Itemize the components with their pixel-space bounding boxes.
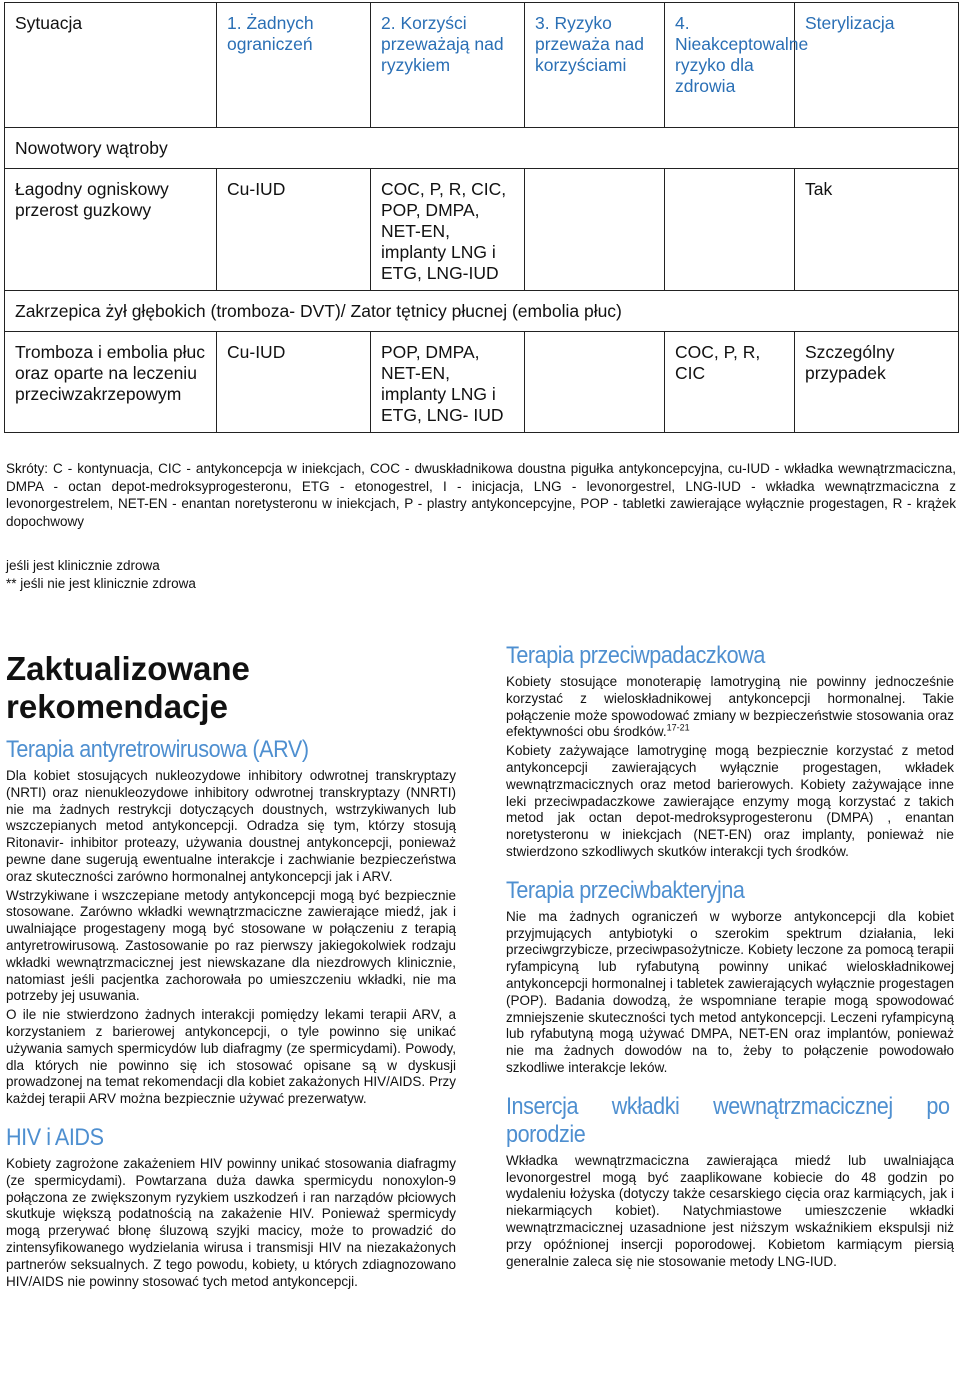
table-cell: Cu-IUD	[217, 332, 371, 433]
paragraph: O ile nie stwierdzono żadnych interakcji pomiędzy lekami terapii ARV, a korzystaniem z barierowej antykoncepcji, o tyle powinno się unikać używania samych spermicydów lub diafragmy (ze spermicydami). Powody, dla których nie powinno się ich stosować opisane są w dyskusji prowadzonej na temat rekomendacji dla kobiet zakażonych HIV/AIDS. Przy każdej terapii ARV można bezpiecznie używać prezerwatyw.	[6, 1007, 456, 1107]
table-cell: COC, P, R, CIC, POP, DMPA, NET-EN, implanty LNG i ETG, LNG-IUD	[371, 169, 525, 291]
paragraph: Kobiety zażywające lamotryginę mogą bezpiecznie korzystać z metod antykoncepcji zawierających wyłącznie progestagen, wkładek wewnątrzmacicznych oraz metod barierowych. Kobiety zażywające inne leki przeciwpadaczkowe zawierające enzymy mogą korzystać z takich metod jak octan depot-medroksyprogesteronu (DMPA) , enantan noretysteronu w iniekcjach (NET-EN) oraz implanty, ponieważ nie stwierdzono szkodliwych skutków interakcji tych środków.	[506, 743, 954, 859]
section-heading-epilepsy: Terapia przeciwpadaczkowa	[506, 642, 765, 669]
table-cell: Tak	[795, 169, 959, 291]
table-cell: Tromboza i embolia płuc oraz oparte na leczeniu przeciwzakrzepowym	[5, 332, 217, 433]
table-cell: Cu-IUD	[217, 169, 371, 291]
paragraph: Dla kobiet stosujących nukleozydowe inhibitory odwrotnej transkryptazy (NRTI) oraz nienukleozydowe inhibitory odwrotnej transkryptazy (NNRTI) nie ma żadnych restrykcji dotyczących doustnych, wstrzykiwanych lub wszczepianych metod antykoncepcji. Odradza się tym, którzy stosują Ritonavir- inhibitor proteazy, używania doustnej antykoncepcji, ponieważ pewne dane sugerują ewentualne interakcje i zachwianie bezpieczeństwa oraz skuteczności zarówno hormonalnej antykoncepcji jak i ARV.	[6, 768, 456, 884]
mec-table	[4, 2, 959, 433]
table-row	[5, 332, 959, 433]
article-title: Zaktualizowane rekomendacje	[6, 650, 250, 725]
table-cell: POP, DMPA, NET-EN, implanty LNG i ETG, LNG- IUD	[371, 332, 525, 433]
table-header-row	[5, 3, 959, 128]
paragraph: Wkładka wewnątrzmaciczna zawierająca miedź lub uwalniająca levonorgestrel mogą być zaaplikowane kobiecie do 48 godzin po wydaleniu łożyska (dotyczy także cesarskiego cięcia oraz karmiących, jak i niekarmiących kobiet). Natychmiastowe umieszczenie wkładki wewnątrzmacicznej uzasadnione jest niższym wskaźnikiem ekspulsji niż przy opóźnionej insercji poporodowej. Kobietom karmiącym piersią generalnie zaleca się nie stosowanie metody LNG-IUD.	[506, 1152, 954, 1269]
citation: 17-21	[666, 722, 690, 733]
footnotes	[6, 557, 196, 593]
table-cell: Łagodny ogniskowy przerost guzkowy	[5, 169, 217, 291]
footnote: jeśli jest klinicznie zdrowa	[6, 558, 160, 573]
paragraph-text: Kobiety stosujące monoterapię lamotryginą nie powinny jednocześnie korzystać z wieloskładnikowej antykoncepcji hormonalnej. Takie połączenie może spowodować zmiany w bezpieczeństwie stosowania oraz efektywności obu środków.	[506, 674, 954, 740]
section-heading-arv: Terapia antyretrowirusowa (ARV)	[6, 736, 309, 763]
abbreviations-legend: Skróty: C - kontynuacja, CIC - antykoncepcja w iniekcjach, COC - dwuskładnikowa doustna pigułka antykoncepcyjna, cu-IUD - wkładka wewnątrzmaciczna, DMPA - octan depot-medroksyprogesteronu, ETG - etonogestrel, I - inicjacja, LNG - levonorgestrel, LNG-IUD - wkładka wewnątrzmaciczna z levonorgestrelem, NET-EN - enantan noretysteronu w iniekcjach, P - plastry antykoncepcyjne, POP - tabletki zawierające wyłącznie progestagen, R - krążek dopochwowy	[6, 461, 956, 529]
table-cell	[525, 169, 665, 291]
paragraph: Wstrzykiwane i wszczepiane metody antykoncepcji mogą być bezpiecznie stosowane. Zarówno wkładki wewnątrzmaciczne zawierające miedź, jak i uwalniające progestageny mogą być stosowane w połączeniu z terapią antyretrowirusową. Zastosowanie po raz pierwszy jakiegokolwiek rodzaju wkładki wewnątrzmacicznej jest niewskazane dla niezdrowych klinicznie, natomiast jeśli pacjentka zachorowała po umieszczeniu wkładki, nie ma potrzeby jej usuwania.	[6, 887, 456, 1004]
paragraph: Kobiety zagrożone zakażeniem HIV powinny unikać stosowania diafragmy (ze spermicydami). Powtarzana duża dawka spermicydu nonoxylon-9 połączona ze zwiększonym ryzykiem uszkodzeń i ran narządów płciowych skutkuje większą podatnością na zakażenie HIV. Ponieważ spermicydy mogą przerywać błonę śluzową szyjki macicy, może to prowadzić do zintensyfikowanego wydzielania wirusa i transmisji HIV na niezakażonych partnerów seksualnych. Z tego powodu, kobiety, u których zdiagnozowano HIV/AIDS nie powinny stosować tych metod antykoncepcji.	[6, 1155, 456, 1289]
table-section-row	[5, 291, 959, 332]
header-cell: Sterylizacja	[795, 3, 959, 128]
header-cell: 4. Nieakceptowalne ryzyko dla zdrowia	[665, 3, 795, 128]
table-cell	[665, 169, 795, 291]
table-cell: COC, P, R, CIC	[665, 332, 795, 433]
section-heading-antibacterial: Terapia przeciwbakteryjna	[506, 876, 745, 904]
left-column	[6, 640, 456, 1292]
table-section-row	[5, 128, 959, 169]
section-heading-hiv: HIV i AIDS	[6, 1123, 104, 1151]
paragraph: Nie ma żadnych ograniczeń w wyborze antykoncepcji dla kobiet przyjmujących antybiotyki o szerokim spektrum działania, leki przeciwgrzybicze, przeciwpasożytnicze. Kobiety leczone za pomocą terapii ryfampicyną lub ryfabutyną powinny unikać wieloskładnikowej antykoncepcji hormonalnej i tabletek zawierających wyłącznie progestagen (POP). Badania dowodzą, że wspomniane terapie mogą spowodować zmniejszenie skuteczności tych metod antykoncepcji. Leczeni ryfampicyną lub ryfabutyną mogą używać DMPA, NET-EN oraz implantów, ponieważ nie ma żadnych dowodów na to, żeby to połączenie powodowało szkodliwe interakcje leków.	[506, 908, 954, 1075]
header-cell: Sytuacja	[5, 3, 217, 128]
header-cell: 2. Korzyści przeważają nad ryzykiem	[371, 3, 525, 128]
paragraph	[506, 674, 954, 741]
table-cell	[525, 332, 665, 433]
header-cell: 3. Ryzyko przeważa nad korzyściami	[525, 3, 665, 128]
table-cell: Szczególny przypadek	[795, 332, 959, 433]
section-cell: Nowotwory wątroby	[5, 128, 959, 169]
right-column	[506, 640, 954, 1272]
section-cell: Zakrzepica żył głębokich (tromboza- DVT)/ Zator tętnicy płucnej (embolia płuc)	[5, 291, 959, 332]
table-row	[5, 169, 959, 291]
header-cell: 1. Żadnych ograniczeń	[217, 3, 371, 128]
footnote: ** jeśli nie jest klinicznie zdrowa	[6, 576, 196, 591]
section-heading-iud: Insercja wkładki wewnątrzmacicznej po porodzie	[506, 1092, 950, 1148]
